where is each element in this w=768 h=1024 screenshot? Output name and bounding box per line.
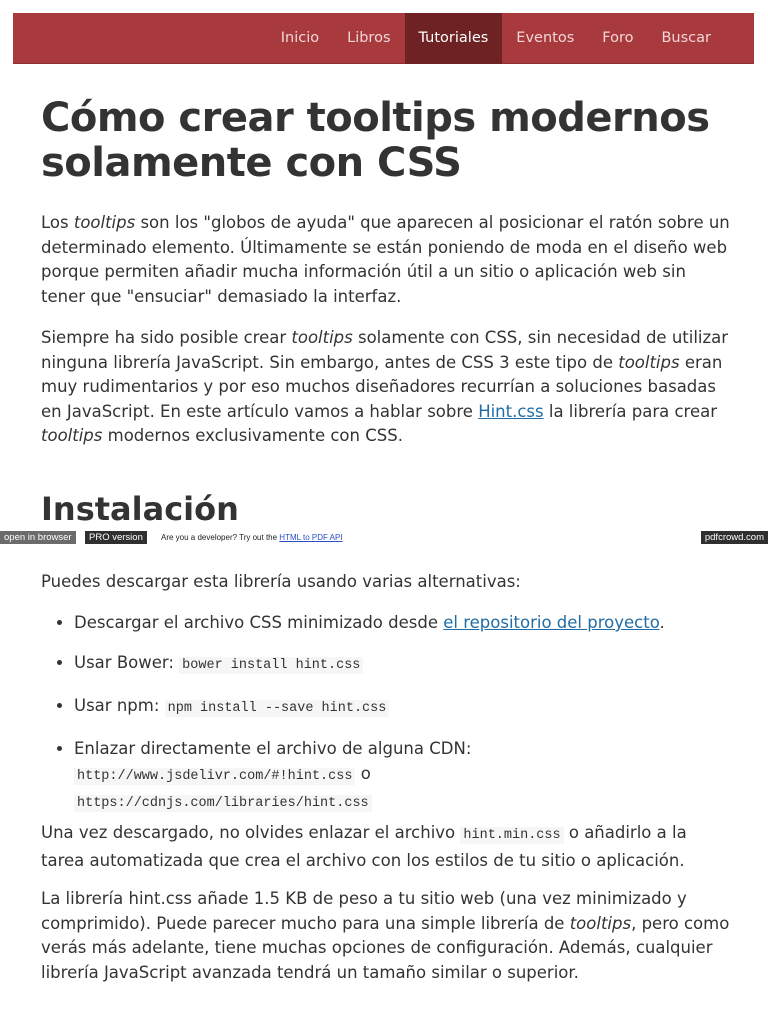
text-run: Siempre ha sido posible crear (41, 328, 292, 347)
text-run: son los "globos de ayuda" que aparecen al posicionar el ratón sobre un determinado elemento. Últimamente se están poniendo de moda en el diseño web porque permiten añadir mucha información útil a un sitio o aplicación web sin tener que "ensuciar" demasiado la interfaz. (41, 213, 730, 306)
text-run: Usar Bower: (74, 653, 180, 672)
intro-paragraph-2 (41, 326, 731, 449)
hint-css-link[interactable]: Hint.css (478, 401, 544, 421)
text-run: Descargar el archivo CSS minimizado desde (74, 613, 444, 632)
filename-code: hint.min.css (460, 827, 563, 844)
nav-item-foro[interactable]: Foro (602, 30, 634, 46)
text-run: o (355, 763, 371, 783)
project-repo-link[interactable]: el repositorio del proyecto (443, 613, 660, 632)
text-run: Enlazar directamente el archivo de alguna CDN: (74, 739, 472, 758)
cdnjs-url: https://cdnjs.com/libraries/hint.css (74, 795, 372, 812)
emphasis: tooltips (569, 913, 632, 933)
bower-command: bower install hint.css (179, 657, 363, 674)
pdfcrowd-bar (0, 531, 768, 544)
after-download-paragraph (41, 821, 731, 873)
text-run: modernos exclusivamente con CSS. (102, 426, 403, 445)
install-lead: Puedes descargar esta librería usando varias alternativas: (41, 572, 521, 591)
text-run: La librería hint.css añade 1.5 KB de peso a tu sitio web (una vez minimizado y comprimido). Puede parecer mucho para una simple librería de (41, 889, 687, 933)
page-title: Cómo crear tooltips modernos solamente con CSS (41, 95, 710, 186)
list-item (74, 651, 731, 679)
text-run: o añadirlo a la tarea automatizada que crea el archivo con los estilos de tu sitio o aplicación. (41, 823, 687, 870)
emphasis: tooltips (73, 213, 136, 232)
text-run: la librería para crear (543, 401, 718, 421)
list-item (74, 737, 731, 817)
pdfcrowd-logo[interactable]: pdfcrowd.com (701, 531, 768, 544)
top-navbar (13, 13, 754, 64)
text-run: Are you a developer? Try out the (161, 533, 280, 542)
text-run: Usar npm: (74, 696, 165, 715)
list-item (74, 694, 731, 722)
nav-item-buscar[interactable]: Buscar (661, 30, 711, 46)
open-in-browser-button[interactable]: open in browser (0, 531, 76, 544)
nav-item-eventos[interactable]: Eventos (516, 30, 575, 46)
developer-promo (161, 531, 343, 544)
text-run: Los (41, 213, 74, 232)
jsdelivr-url: http://www.jsdelivr.com/#!hint.css (74, 768, 355, 785)
download-options-list (41, 611, 731, 832)
installation-heading: Instalación (41, 490, 239, 528)
nav-item-tutoriales[interactable]: Tutoriales (405, 13, 503, 64)
list-item (74, 611, 731, 636)
nav-item-inicio[interactable]: Inicio (280, 30, 320, 46)
emphasis: tooltips (291, 328, 353, 347)
npm-command: npm install --save hint.css (165, 700, 390, 717)
text-run: solamente con CSS, sin necesidad de utilizar ninguna librería JavaScript. Sin embargo, antes de CSS 3 este tipo de (41, 328, 729, 372)
html-to-pdf-api-link[interactable]: HTML to PDF API (279, 533, 343, 542)
emphasis: tooltips (618, 352, 680, 372)
library-size-paragraph (41, 887, 731, 985)
text-run: eran muy rudimentarios y por eso muchos diseñadores recurrían a soluciones basadas en JavaScript. En este artículo vamos a hablar sobre (41, 352, 723, 421)
text-run: Una vez descargado, no olvides enlazar el archivo (41, 823, 461, 842)
emphasis: tooltips (41, 426, 103, 445)
text-run: . (659, 613, 665, 632)
intro-paragraph-1 (41, 211, 731, 309)
text-run: , pero como verás más adelante, tiene muchas opciones de configuración. Además, cualquier librería JavaScript avanzada tendrá un tamaño similar o superior. (41, 913, 730, 982)
pro-version-button[interactable]: PRO version (85, 531, 147, 544)
nav-item-libros[interactable]: Libros (347, 30, 391, 46)
nav-menu (267, 13, 725, 64)
